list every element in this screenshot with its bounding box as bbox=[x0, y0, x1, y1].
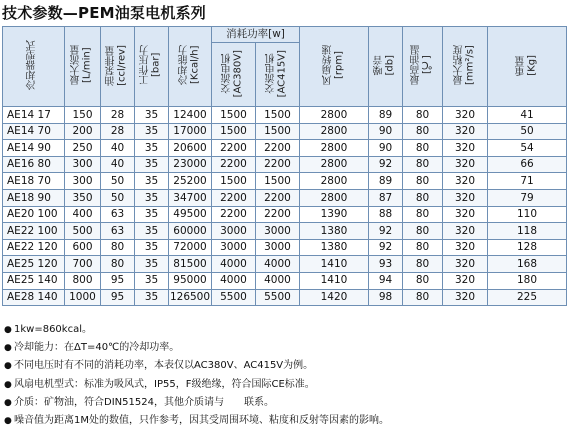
header-fan-speed: 风扇转速 [rpm] bbox=[300, 27, 369, 107]
note-item: ● 风扇电机型式：标准为吸风式，IP55，F级绝缘，符合国际CE标准。 bbox=[4, 376, 564, 394]
table-row bbox=[3, 272, 567, 289]
table-cell: 300 bbox=[65, 156, 101, 173]
header-pressure: 工作压力 [bar] bbox=[135, 27, 169, 107]
table-cell: 95 bbox=[101, 289, 135, 306]
bullet-icon: ● bbox=[4, 415, 12, 426]
table-cell: 80 bbox=[403, 256, 443, 273]
table-cell: 320 bbox=[443, 256, 488, 273]
model-cell: AE14 70 bbox=[3, 123, 65, 140]
header-model: 冷却器型式 bbox=[3, 27, 65, 107]
table-cell: 71 bbox=[488, 173, 567, 190]
header-capacity: 冷却能力 [Kcal/h] bbox=[169, 27, 212, 107]
table-row bbox=[3, 223, 567, 240]
table-cell: 80 bbox=[403, 123, 443, 140]
table-cell: 225 bbox=[488, 289, 567, 306]
table-cell: 118 bbox=[488, 223, 567, 240]
table-cell: 320 bbox=[443, 189, 488, 206]
table-cell: 4000 bbox=[212, 272, 256, 289]
table-cell: 17000 bbox=[169, 123, 212, 140]
table-row bbox=[3, 156, 567, 173]
bullet-icon: ● bbox=[4, 397, 12, 408]
notes-list bbox=[4, 321, 564, 430]
note-item: ● 噪音值为距离1M处的数值，只作参考，因其受周围环境、粘度和反射等因素的影响。 bbox=[4, 412, 564, 430]
table-cell: 25200 bbox=[169, 173, 212, 190]
table-cell: 80 bbox=[403, 223, 443, 240]
table-cell: 300 bbox=[65, 173, 101, 190]
table-cell: 95 bbox=[101, 272, 135, 289]
model-cell: AE14 90 bbox=[3, 140, 65, 157]
table-cell: 1410 bbox=[300, 272, 369, 289]
table-cell: 3000 bbox=[212, 223, 256, 240]
table-cell: 2200 bbox=[212, 206, 256, 223]
table-cell: 60000 bbox=[169, 223, 212, 240]
table-cell: 92 bbox=[369, 239, 403, 256]
table-cell: 5500 bbox=[212, 289, 256, 306]
bullet-icon: ● bbox=[4, 325, 12, 335]
model-cell: AE20 100 bbox=[3, 206, 65, 223]
table-cell: 320 bbox=[443, 156, 488, 173]
table-cell: 320 bbox=[443, 223, 488, 240]
table-cell: 1500 bbox=[256, 123, 300, 140]
note-item: ● 冷却能力：在ΔT=40℃的冷却功率。 bbox=[4, 339, 564, 357]
table-cell: 2800 bbox=[300, 140, 369, 157]
table-cell: 54 bbox=[488, 140, 567, 157]
table-cell: 72000 bbox=[169, 239, 212, 256]
table-cell: 1380 bbox=[300, 223, 369, 240]
table-cell: 1000 bbox=[65, 289, 101, 306]
table-row bbox=[3, 140, 567, 157]
table-cell: 80 bbox=[403, 140, 443, 157]
header-weight: 重量 [Kg] bbox=[488, 27, 567, 107]
table-cell: 250 bbox=[65, 140, 101, 157]
table-cell: 1380 bbox=[300, 239, 369, 256]
table-cell: 400 bbox=[65, 206, 101, 223]
table-cell: 1500 bbox=[212, 107, 256, 124]
table-cell: 34700 bbox=[169, 189, 212, 206]
table-row bbox=[3, 189, 567, 206]
table-cell: 800 bbox=[65, 272, 101, 289]
model-cell: AE16 80 bbox=[3, 156, 65, 173]
table-cell: 500 bbox=[65, 223, 101, 240]
table-cell: 28 bbox=[101, 123, 135, 140]
table-row bbox=[3, 239, 567, 256]
table-cell: 98 bbox=[369, 289, 403, 306]
model-cell: AE18 90 bbox=[3, 189, 65, 206]
table-body bbox=[3, 107, 567, 306]
header-power-group: 消耗功率[w] bbox=[212, 27, 300, 43]
table-cell: 35 bbox=[135, 107, 169, 124]
table-cell: 35 bbox=[135, 206, 169, 223]
header-max-oil-temp: 最高油温 [℃] bbox=[403, 27, 443, 107]
table-cell: 1500 bbox=[212, 123, 256, 140]
table-cell: 320 bbox=[443, 239, 488, 256]
table-cell: 200 bbox=[65, 123, 101, 140]
table-cell: 320 bbox=[443, 173, 488, 190]
table-cell: 20600 bbox=[169, 140, 212, 157]
table-cell: 700 bbox=[65, 256, 101, 273]
table-cell: 80 bbox=[403, 206, 443, 223]
table-row bbox=[3, 173, 567, 190]
model-cell: AE14 17 bbox=[3, 107, 65, 124]
header-displacement: 油泵排量 [ccl/rev] bbox=[101, 27, 135, 107]
model-cell: AE18 70 bbox=[3, 173, 65, 190]
header-ac415: 交流电机 [AC415V] bbox=[256, 43, 300, 107]
table-cell: 35 bbox=[135, 289, 169, 306]
table-cell: 2800 bbox=[300, 123, 369, 140]
table-cell: 90 bbox=[369, 140, 403, 157]
table-row bbox=[3, 289, 567, 306]
table-cell: 110 bbox=[488, 206, 567, 223]
table-cell: 35 bbox=[135, 189, 169, 206]
table-cell: 95000 bbox=[169, 272, 212, 289]
table-cell: 4000 bbox=[256, 272, 300, 289]
table-cell: 2800 bbox=[300, 189, 369, 206]
model-cell: AE22 100 bbox=[3, 223, 65, 240]
table-cell: 600 bbox=[65, 239, 101, 256]
table-cell: 80 bbox=[403, 156, 443, 173]
table-cell: 168 bbox=[488, 256, 567, 273]
table-cell: 2200 bbox=[212, 156, 256, 173]
table-cell: 89 bbox=[369, 173, 403, 190]
table-cell: 28 bbox=[101, 107, 135, 124]
note-item: ● 1kw=860kcal。 bbox=[4, 321, 564, 339]
table-cell: 2200 bbox=[256, 156, 300, 173]
table-cell: 35 bbox=[135, 272, 169, 289]
table-row bbox=[3, 256, 567, 273]
table-cell: 320 bbox=[443, 107, 488, 124]
table-cell: 12400 bbox=[169, 107, 212, 124]
table-cell: 63 bbox=[101, 206, 135, 223]
model-cell: AE25 140 bbox=[3, 272, 65, 289]
table-cell: 320 bbox=[443, 272, 488, 289]
table-cell: 1420 bbox=[300, 289, 369, 306]
model-cell: AE28 140 bbox=[3, 289, 65, 306]
table-cell: 92 bbox=[369, 223, 403, 240]
table-cell: 320 bbox=[443, 123, 488, 140]
table-cell: 80 bbox=[403, 189, 443, 206]
table-cell: 94 bbox=[369, 272, 403, 289]
header-flow: 最大流量 [L/min] bbox=[65, 27, 101, 107]
table-cell: 80 bbox=[403, 239, 443, 256]
table-cell: 320 bbox=[443, 289, 488, 306]
bullet-icon: ● bbox=[4, 361, 12, 372]
table-cell: 63 bbox=[101, 223, 135, 240]
bullet-icon: ● bbox=[4, 379, 12, 390]
table-cell: 49500 bbox=[169, 206, 212, 223]
table-cell: 3000 bbox=[256, 223, 300, 240]
table-cell: 81500 bbox=[169, 256, 212, 273]
table-cell: 35 bbox=[135, 156, 169, 173]
table-cell: 2200 bbox=[212, 189, 256, 206]
table-cell: 2200 bbox=[256, 189, 300, 206]
table-cell: 2200 bbox=[256, 206, 300, 223]
table-row bbox=[3, 123, 567, 140]
table-cell: 3000 bbox=[212, 239, 256, 256]
table-cell: 2800 bbox=[300, 156, 369, 173]
table-cell: 126500 bbox=[169, 289, 212, 306]
table-cell: 5500 bbox=[256, 289, 300, 306]
table-header bbox=[3, 27, 567, 107]
table-cell: 40 bbox=[101, 140, 135, 157]
table-cell: 35 bbox=[135, 173, 169, 190]
table-cell: 2200 bbox=[256, 140, 300, 157]
table-cell: 87 bbox=[369, 189, 403, 206]
table-cell: 88 bbox=[369, 206, 403, 223]
table-cell: 92 bbox=[369, 156, 403, 173]
table-cell: 1500 bbox=[256, 107, 300, 124]
table-cell: 89 bbox=[369, 107, 403, 124]
header-ac380: 交流电机 [AC380V] bbox=[212, 43, 256, 107]
spec-table bbox=[2, 26, 567, 306]
table-cell: 350 bbox=[65, 189, 101, 206]
table-cell: 93 bbox=[369, 256, 403, 273]
table-row bbox=[3, 206, 567, 223]
table-cell: 320 bbox=[443, 140, 488, 157]
table-cell: 2200 bbox=[212, 140, 256, 157]
table-cell: 320 bbox=[443, 206, 488, 223]
table-cell: 1500 bbox=[212, 173, 256, 190]
table-cell: 50 bbox=[101, 173, 135, 190]
table-cell: 90 bbox=[369, 123, 403, 140]
table-cell: 128 bbox=[488, 239, 567, 256]
page-title: 技术参数—PEM油泵电机系列 bbox=[2, 4, 206, 22]
table-cell: 41 bbox=[488, 107, 567, 124]
table-cell: 180 bbox=[488, 272, 567, 289]
header-noise: 噪音 [db] bbox=[369, 27, 403, 107]
table-cell: 40 bbox=[101, 156, 135, 173]
bullet-icon: ● bbox=[4, 343, 12, 354]
table-cell: 35 bbox=[135, 223, 169, 240]
note-item: ● 介质：矿物油，符合DIN51524，其他介质请与 联系。 bbox=[4, 394, 564, 412]
model-cell: AE25 120 bbox=[3, 256, 65, 273]
table-cell: 80 bbox=[101, 256, 135, 273]
table-cell: 1390 bbox=[300, 206, 369, 223]
table-cell: 66 bbox=[488, 156, 567, 173]
note-item: ● 不同电压时有不同的消耗功率，本表仅以AC380V、AC415V为例。 bbox=[4, 357, 564, 375]
table-cell: 80 bbox=[403, 107, 443, 124]
model-cell: AE22 120 bbox=[3, 239, 65, 256]
table-cell: 2800 bbox=[300, 107, 369, 124]
table-cell: 50 bbox=[101, 189, 135, 206]
table-cell: 23000 bbox=[169, 156, 212, 173]
table-cell: 3000 bbox=[256, 239, 300, 256]
table-cell: 80 bbox=[101, 239, 135, 256]
table-cell: 35 bbox=[135, 140, 169, 157]
table-cell: 79 bbox=[488, 189, 567, 206]
table-cell: 80 bbox=[403, 272, 443, 289]
table-cell: 4000 bbox=[256, 256, 300, 273]
table-cell: 150 bbox=[65, 107, 101, 124]
header-max-viscosity: 最大粘度 [mm²/s] bbox=[443, 27, 488, 107]
table-cell: 35 bbox=[135, 256, 169, 273]
table-cell: 35 bbox=[135, 123, 169, 140]
table-cell: 1410 bbox=[300, 256, 369, 273]
table-cell: 2800 bbox=[300, 173, 369, 190]
table-cell: 80 bbox=[403, 173, 443, 190]
table-cell: 35 bbox=[135, 239, 169, 256]
table-cell: 1500 bbox=[256, 173, 300, 190]
table-row bbox=[3, 107, 567, 124]
table-cell: 80 bbox=[403, 289, 443, 306]
table-cell: 4000 bbox=[212, 256, 256, 273]
table-cell: 50 bbox=[488, 123, 567, 140]
